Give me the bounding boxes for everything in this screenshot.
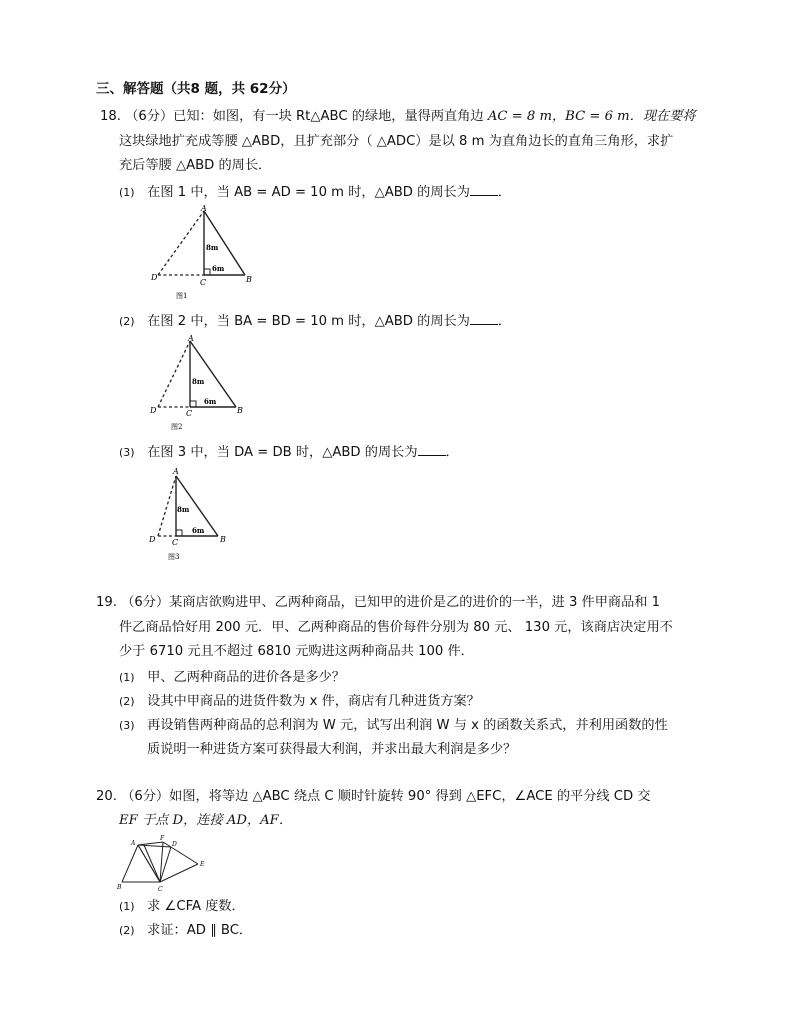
q18-stem-line3: 充后等腰 △ABD 的周长． — [119, 158, 272, 173]
fig20-line-ad — [138, 845, 171, 847]
fig20-line-af — [138, 842, 163, 845]
q19-part2 — [119, 693, 480, 711]
fig20-line-ec — [160, 864, 198, 882]
q18-part3 — [119, 443, 459, 462]
q18-part1-no: (1) — [119, 186, 135, 199]
q19-number: 19. — [96, 595, 117, 610]
q18-part2-end: ． — [497, 314, 512, 329]
fig20-line-aux — [144, 845, 160, 882]
fig2-label-ac-len: 8m — [192, 377, 205, 386]
fig20-label-d: D — [172, 841, 177, 848]
q19-score: （6分） — [121, 595, 170, 610]
q20-number: 20. — [96, 789, 117, 804]
q20-line2: EF 于点 D，连接 AD，AF． — [119, 813, 293, 828]
q20-part2-no: (2) — [119, 924, 135, 937]
fig20-line-ba — [122, 845, 138, 882]
q19-line3: 少于 6710 元且不超过 6810 元购进这两种商品共 100 件． — [119, 644, 474, 659]
q19-part2-text: 设其中甲商品的进货件数为 x 件，商店有几种进货方案？ — [147, 694, 480, 709]
fig2-label-b: B — [237, 406, 243, 415]
fig3-label-ac-len: 8m — [177, 505, 190, 514]
q20-part1-text: 求 ∠CFA 度数． — [147, 899, 245, 914]
q20-part2-text: 求证：AD ∥ BC． — [147, 923, 253, 938]
q19-part1 — [119, 669, 345, 687]
q18-part1-end: ． — [497, 185, 512, 200]
section-title: 三、解答题（共8 题，共 62分） — [96, 81, 296, 97]
fig3-label-b: B — [220, 535, 226, 544]
q19-part3 — [119, 717, 668, 735]
q19-part1-text: 甲、乙两种商品的进价各是多少？ — [147, 670, 345, 685]
fig20-label-b: B — [117, 884, 122, 891]
q18-part3-end: ． — [445, 445, 459, 460]
fig2-label-c: C — [186, 409, 193, 418]
q18-stem-line1 — [100, 108, 696, 126]
q19-part1-no: (1) — [119, 671, 135, 684]
q20-score: （6分） — [121, 789, 170, 804]
fig3-right-angle-mark — [176, 530, 182, 536]
q18-part2 — [119, 312, 511, 331]
q20-line1-text: 如图，将等边 △ABC 绕点 C 顺时针旋转 90° 得到 △EFC，∠ACE 的平分线 CD 交 — [169, 789, 651, 804]
figure-q20 — [114, 834, 214, 896]
fig2-label-bc-len: 6m — [204, 397, 217, 406]
q18-part2-no: (2) — [119, 315, 135, 328]
fig20-label-a: A — [131, 840, 136, 847]
fig2-right-angle-mark — [190, 401, 196, 407]
fig20-line-fe — [163, 842, 198, 864]
q18-number: 18. — [100, 109, 121, 124]
fig3-line-ad — [158, 476, 176, 536]
q18-score: （6分） — [125, 109, 174, 124]
fig20-label-c: C — [158, 886, 163, 893]
fig20-line-ac-2 — [138, 845, 160, 882]
q18-part1 — [119, 183, 511, 202]
q19-line2: 件乙商品恰好用 200 元．甲、乙两种商品的售价每件分别为 80 元、 130 元，该商店决定用不 — [119, 620, 673, 635]
q19-part2-no: (2) — [119, 695, 135, 708]
q18-part3-no: (3) — [119, 446, 135, 459]
fig1-label-d: D — [151, 273, 158, 282]
q18-part1-text: 在图 1 中，当 AB = AD = 10 m 时，△ABD 的周长为 — [147, 185, 470, 200]
fig1-line-ad — [158, 211, 204, 275]
fig1-label-a: A — [201, 204, 207, 213]
fig1-label-c: C — [200, 278, 207, 287]
q19-part3-text: 再设销售两种商品的总利润为 W 元，试写出利润 W 与 x 的函数关系式，并利用函数的性 — [147, 718, 668, 733]
q18-stem-line2: 这块绿地扩充成等腰 △ABD，且扩充部分（ △ADC）是以 8 m 为直角边长的直角三角形，求扩 — [119, 134, 674, 149]
fig2-caption: 图2 — [171, 423, 183, 431]
fig20-label-e: E — [200, 861, 205, 868]
fig1-label-ac-len: 8m — [206, 243, 219, 252]
q18-stem-1b: AC = 8 m，BC = 6 m．现在要将 — [487, 109, 696, 124]
fig2-label-a: A — [188, 334, 194, 343]
fig1-right-angle-mark — [204, 269, 210, 275]
figure-1 — [150, 203, 260, 303]
q19-part3-line2: 质说明一种进货方案可获得最大利润，并求出最大利润是多少？ — [147, 742, 517, 757]
fig3-label-bc-len: 6m — [192, 526, 205, 535]
fig3-caption: 图3 — [168, 553, 180, 561]
figure-2 — [146, 333, 256, 433]
answer-blank-3[interactable] — [418, 443, 446, 456]
fig2-line-ad — [158, 341, 190, 407]
fig3-label-d: D — [149, 535, 156, 544]
q19-part3-no: (3) — [119, 719, 135, 732]
q18-stem-1a: 已知：如图，有一块 Rt△ABC 的绿地，量得两直角边 — [173, 109, 484, 124]
answer-blank-1[interactable] — [470, 183, 498, 196]
q20-part2 — [119, 922, 252, 940]
q18-part3-text: 在图 3 中，当 DA = DB 时，△ABD 的周长为 — [147, 445, 418, 460]
fig2-label-d: D — [150, 406, 157, 415]
fig1-label-bc-len: 6m — [212, 264, 225, 273]
q18-part2-text: 在图 2 中，当 BA = BD = 10 m 时，△ABD 的周长为 — [147, 314, 470, 329]
q20-part1-no: (1) — [119, 900, 135, 913]
fig1-label-b: B — [246, 275, 252, 284]
fig20-label-f: F — [160, 835, 165, 842]
q20-part1 — [119, 898, 245, 916]
fig1-caption: 图1 — [176, 292, 188, 300]
fig3-label-c: C — [172, 538, 179, 547]
q19-line1 — [96, 594, 660, 612]
q19-line1-text: 某商店欲购进甲、乙两种商品，已知甲的进价是乙的进价的一半，进 3 件甲商品和 1 — [169, 595, 661, 610]
answer-blank-2[interactable] — [470, 312, 498, 325]
figure-3 — [146, 464, 246, 564]
fig3-label-a: A — [173, 467, 179, 476]
q20-line1 — [96, 788, 651, 806]
